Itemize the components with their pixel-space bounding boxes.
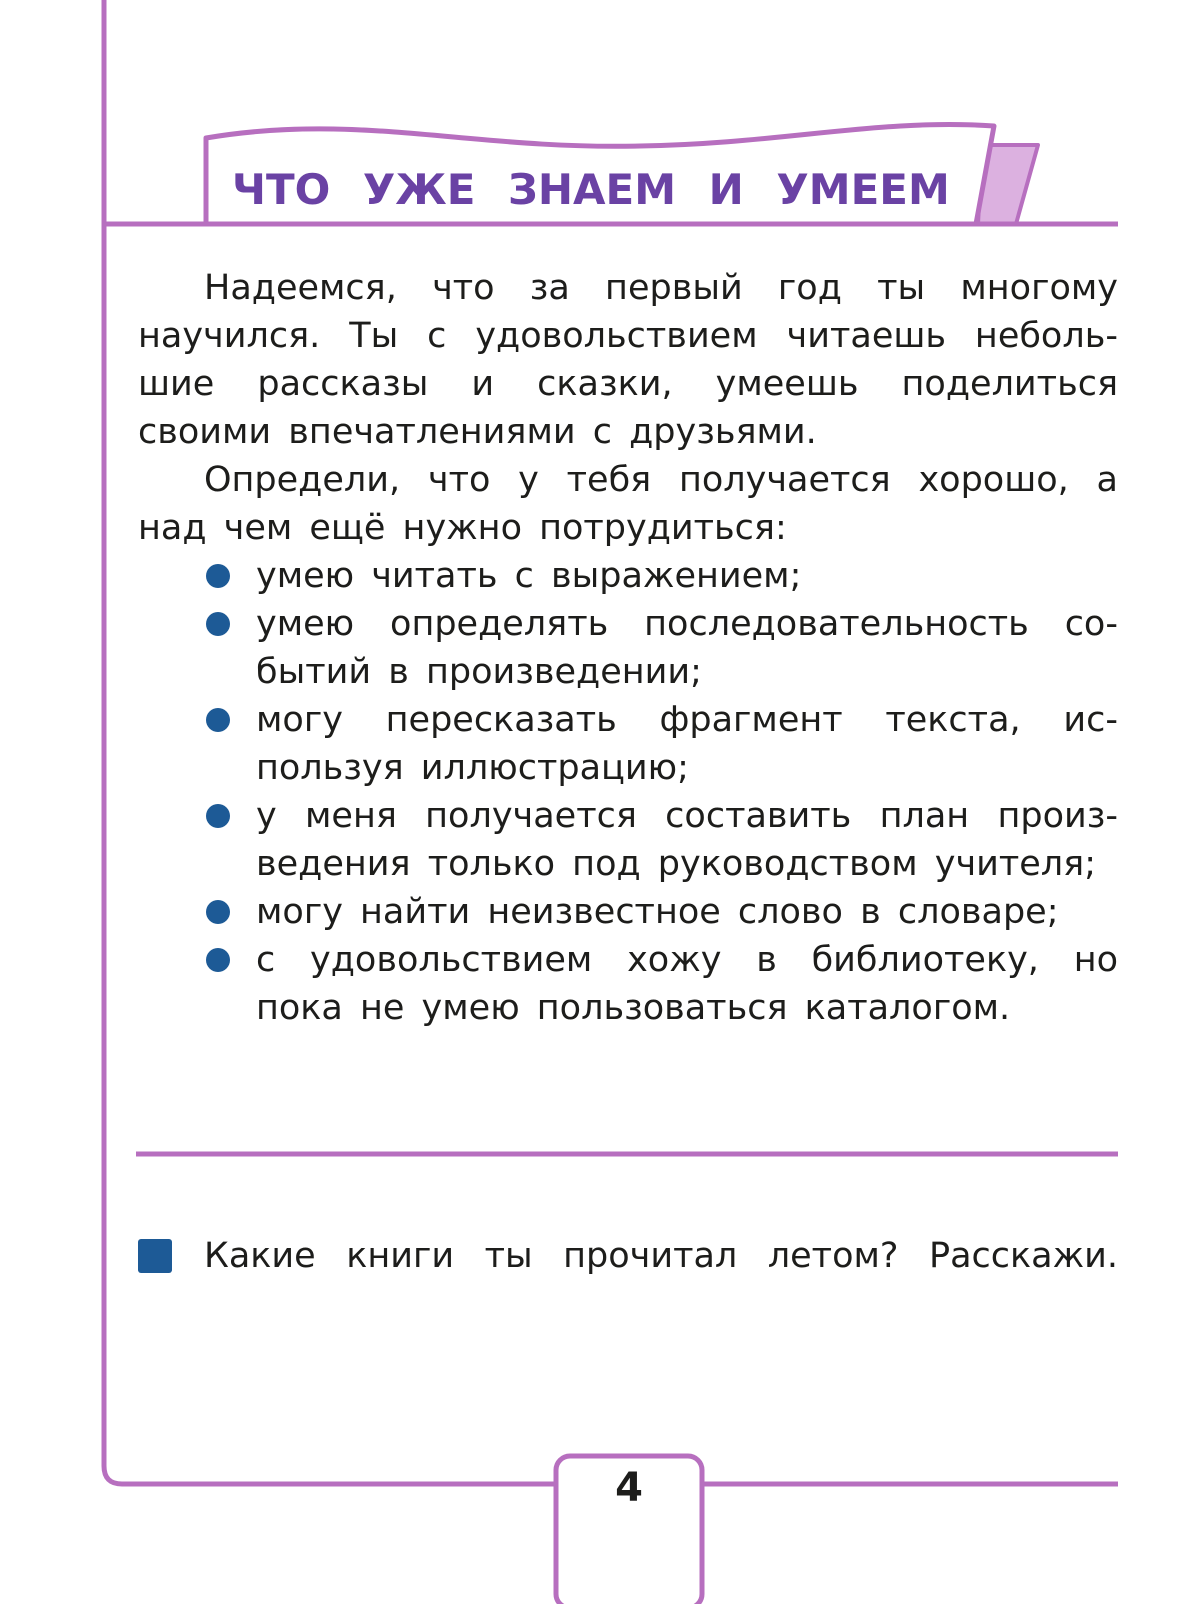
page-number: 4 — [615, 1465, 643, 1511]
checklist-item — [256, 600, 1118, 696]
bullet-dot-icon — [206, 564, 230, 588]
checklist-item-text: у меня получается составить план произведения только под руководством учителя; — [256, 796, 1118, 884]
bullet-dot-icon — [206, 804, 230, 828]
checklist-item-text: умею определять последовательность событий в произведении; — [256, 604, 1118, 692]
checklist-item-text: могу пересказать фрагмент текста, используя иллюстрацию; — [256, 700, 1118, 788]
bullet-dot-icon — [206, 612, 230, 636]
checklist-item-text: с удовольствием хожу в библиотеку, но пока не умею пользоваться каталогом. — [256, 940, 1118, 1028]
checklist-item — [256, 888, 1118, 936]
task-text: Какие книги ты прочитал летом? Расскажи. — [204, 1236, 1118, 1276]
task-square-icon — [138, 1239, 172, 1273]
instruction-paragraph: Определи, что у тебя получается хорошо, а над чем ещё нужно потрудиться: — [138, 460, 1118, 548]
main-text — [138, 264, 1118, 1032]
checklist-item — [256, 696, 1118, 792]
checklist-item — [256, 552, 1118, 600]
checklist-item — [256, 936, 1118, 1032]
bullet-dot-icon — [206, 708, 230, 732]
checklist-item-text: умею читать с выражением; — [256, 556, 802, 596]
checklist-item — [256, 792, 1118, 888]
checklist-item-text: могу найти неизвестное слово в словаре; — [256, 892, 1059, 932]
task-question — [138, 1230, 1118, 1282]
intro-paragraph: Надеемся, что за первый год ты многому научился. Ты с удовольствием читаешь небольшие рассказы и сказки, умеешь поделиться своими впечатлениями с друзьями. — [138, 268, 1118, 452]
section-title: ЧТО УЖЕ ЗНАЕМ И УМЕЕМ — [232, 165, 950, 214]
bullet-dot-icon — [206, 900, 230, 924]
bullet-dot-icon — [206, 948, 230, 972]
skills-checklist — [138, 552, 1118, 1032]
